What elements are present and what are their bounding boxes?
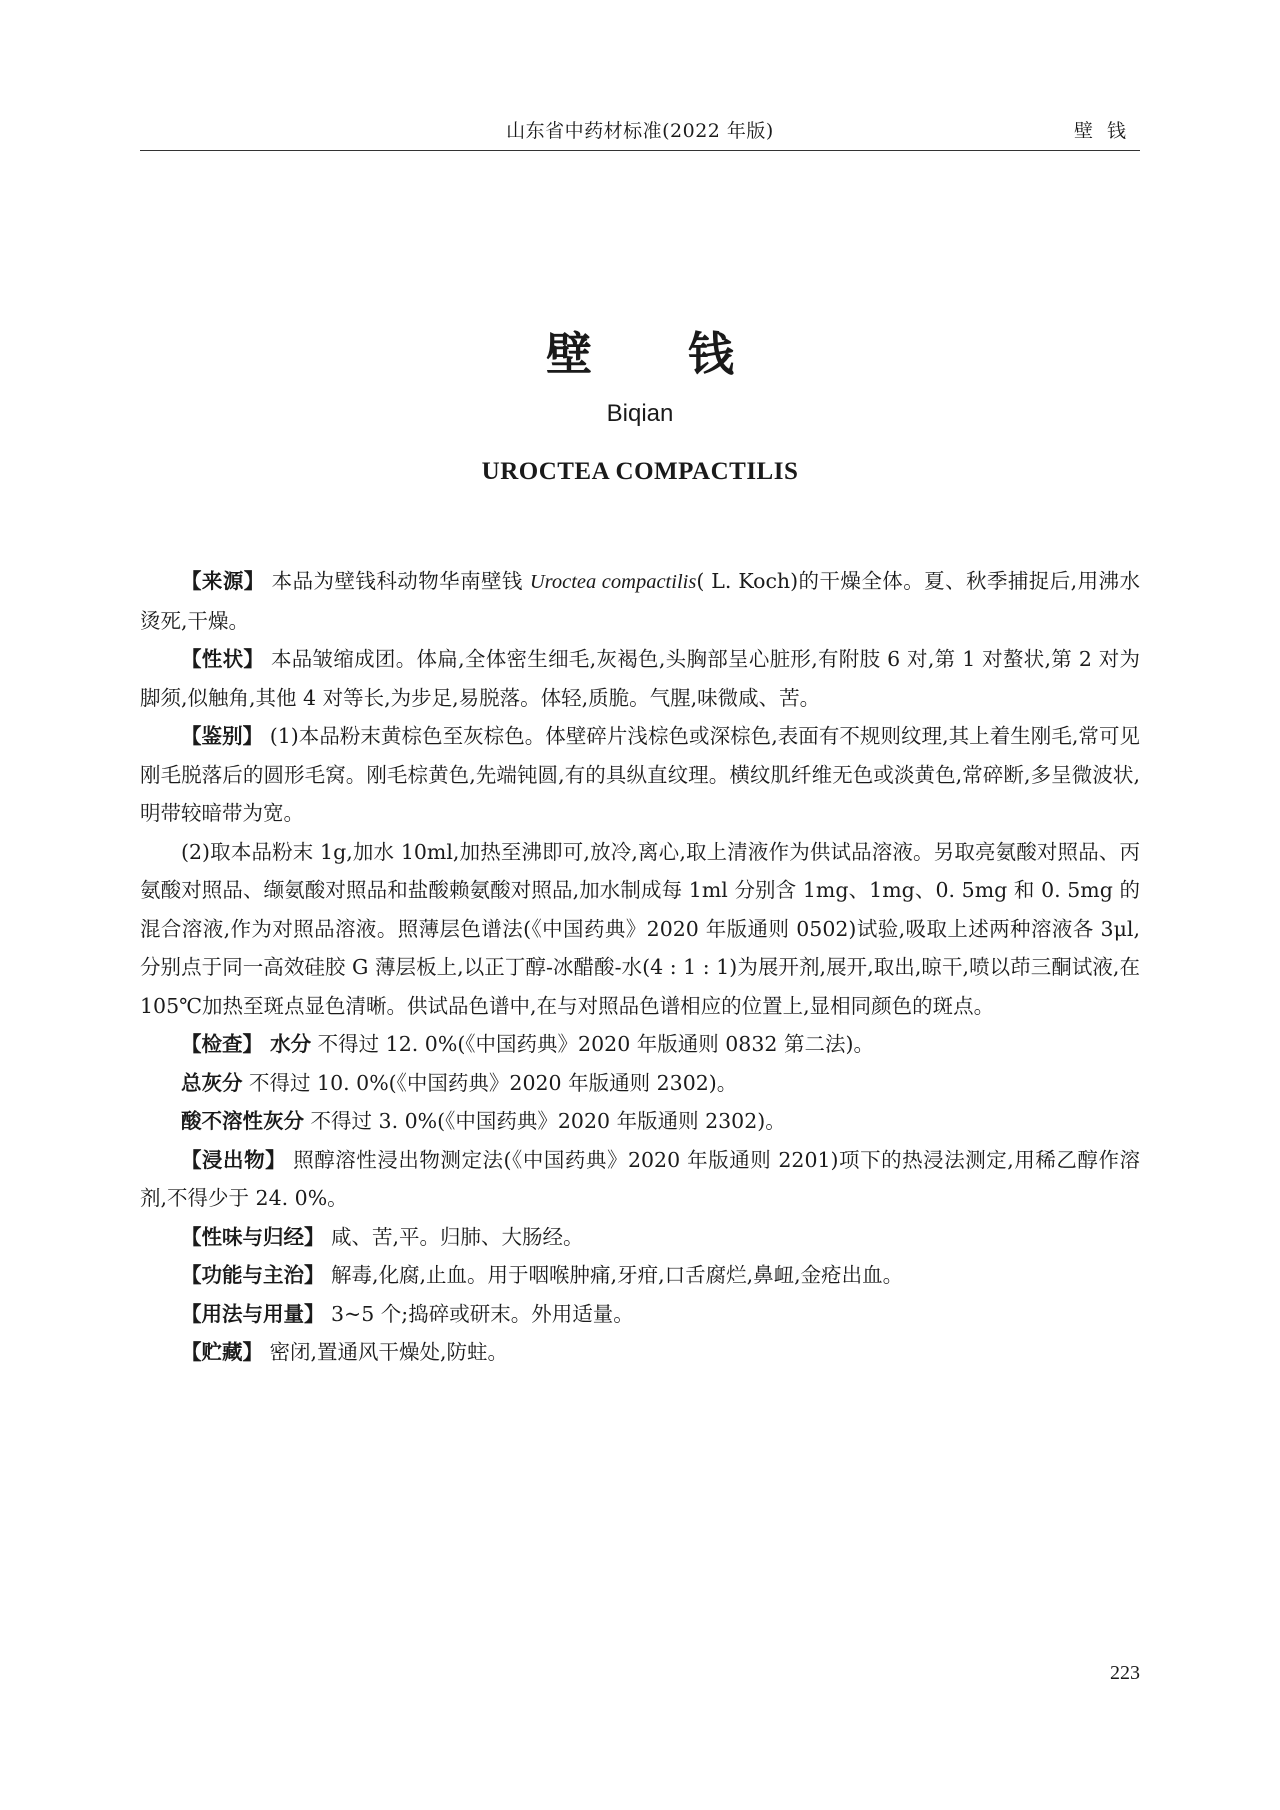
section-tag: 【鉴别】: [181, 724, 264, 748]
section-extract: [140, 1141, 1140, 1218]
page-title: 壁 钱: [545, 327, 774, 381]
section-tag: 【贮藏】: [181, 1340, 263, 1364]
section-tag: 【性味与归经】: [181, 1224, 325, 1249]
pinyin-name: Biqian: [606, 400, 674, 427]
section-nature: [140, 1218, 1140, 1257]
species-name: Uroctea compactilis: [529, 571, 697, 593]
section-inspection: [140, 1025, 1140, 1064]
monograph-body: [140, 562, 1140, 1372]
inspection-acid-ash: [140, 1102, 1140, 1141]
section-tag: 【检查】: [181, 1032, 263, 1056]
section-tag: 【用法与用量】: [181, 1301, 325, 1326]
section-text: 不得过 12. 0%(《中国药典》2020 年版通则 0832 第二法)。: [311, 1032, 874, 1056]
section-tag: 【功能与主治】: [181, 1263, 325, 1287]
section-identification: [140, 717, 1140, 833]
section-characters: [140, 640, 1140, 717]
inspection-total-ash: [140, 1064, 1140, 1103]
section-text: (2)取本品粉末 1g,加水 10ml,加热至沸即可,放冷,离心,取上清液作为供试品溶液。另取亮氨酸对照品、丙氨酸对照品、缬氨酸对照品和盐酸赖氨酸对照品,加水制成每 1ml 分别含 1mg、1mg、0. 5mg 和 0. 5mg 的混合溶液,作为对照品溶液。照薄层色谱法(《中国药典》2020 年版通则 0502)试验,吸取上述两种溶液各 3μl,分别点于同一高效硅胶 G 薄层板上,以正丁醇-冰醋酸-水(4 : 1 : 1)为展开剂,展开,取出,晾干,喷以茚三酮试液,在 105℃加热至斑点显色清晰。供试品色谱中,在与对照品色谱相应的位置上,显相同颜色的斑点。: [140, 839, 1140, 1018]
section-text: 解毒,化腐,止血。用于咽喉肿痛,牙疳,口舌腐烂,鼻衄,金疮出血。: [324, 1263, 904, 1287]
section-text: 密闭,置通风干燥处,防蛀。: [263, 1340, 509, 1364]
section-text: 3~5 个;捣碎或研末。外用适量。: [324, 1301, 634, 1326]
section-text: (1)本品粉末黄棕色至灰棕色。体壁碎片浅棕色或深棕色,表面有不规则纹理,其上着生刚毛,常可见刚毛脱落后的圆形毛窝。刚毛棕黄色,先端钝圆,有的具纵直纹理。横纹肌纤维无色或淡黄色,常碎断,多呈微波状,明带较暗带为宽。: [140, 724, 1141, 825]
section-text: ( L. Koch)的干燥全体。夏、秋季捕捉后,用沸水烫死,干燥。: [140, 569, 1140, 633]
section-usage: [140, 1295, 1140, 1334]
section-function: [140, 1256, 1140, 1295]
section-text: 不得过 3. 0%(《中国药典》2020 年版通则 2302)。: [304, 1109, 786, 1133]
section-text: 本品为壁钱科动物华南壁钱: [264, 569, 530, 593]
section-identification-2: [140, 833, 1140, 1026]
item-label: 酸不溶性灰分: [181, 1109, 304, 1133]
section-tag: 【浸出物】: [181, 1147, 287, 1172]
item-label: 总灰分: [181, 1070, 243, 1095]
section-text: 照醇溶性浸出物测定法(《中国药典》2020 年版通则 2201)项下的热浸法测定,用稀乙醇作溶剂,不得少于 24. 0%。: [140, 1147, 1140, 1210]
section-tag: 【性状】: [181, 647, 265, 671]
header-entry-name: 壁钱: [1073, 120, 1140, 142]
header-book-title: 山东省中药材标准(2022 年版): [506, 120, 774, 142]
running-header: [140, 110, 1140, 151]
section-source: [140, 562, 1140, 640]
section-storage: [140, 1333, 1140, 1372]
page-number: 223: [1110, 1662, 1140, 1684]
section-text: 本品皱缩成团。体扁,全体密生细毛,灰褐色,头胸部呈心脏形,有附肢 6 对,第 1 对螯状,第 2 对为脚须,似触角,其他 4 对等长,为步足,易脱落。体轻,质脆。气腥,味微咸、苦。: [140, 647, 1141, 710]
section-tag: 【来源】: [181, 569, 265, 593]
section-text: 咸、苦,平。归肺、大肠经。: [324, 1224, 584, 1249]
latin-name: UROCTEA COMPACTILIS: [481, 458, 799, 485]
item-label: 水分: [263, 1032, 312, 1056]
section-text: 不得过 10. 0%(《中国药典》2020 年版通则 2302)。: [242, 1070, 738, 1095]
